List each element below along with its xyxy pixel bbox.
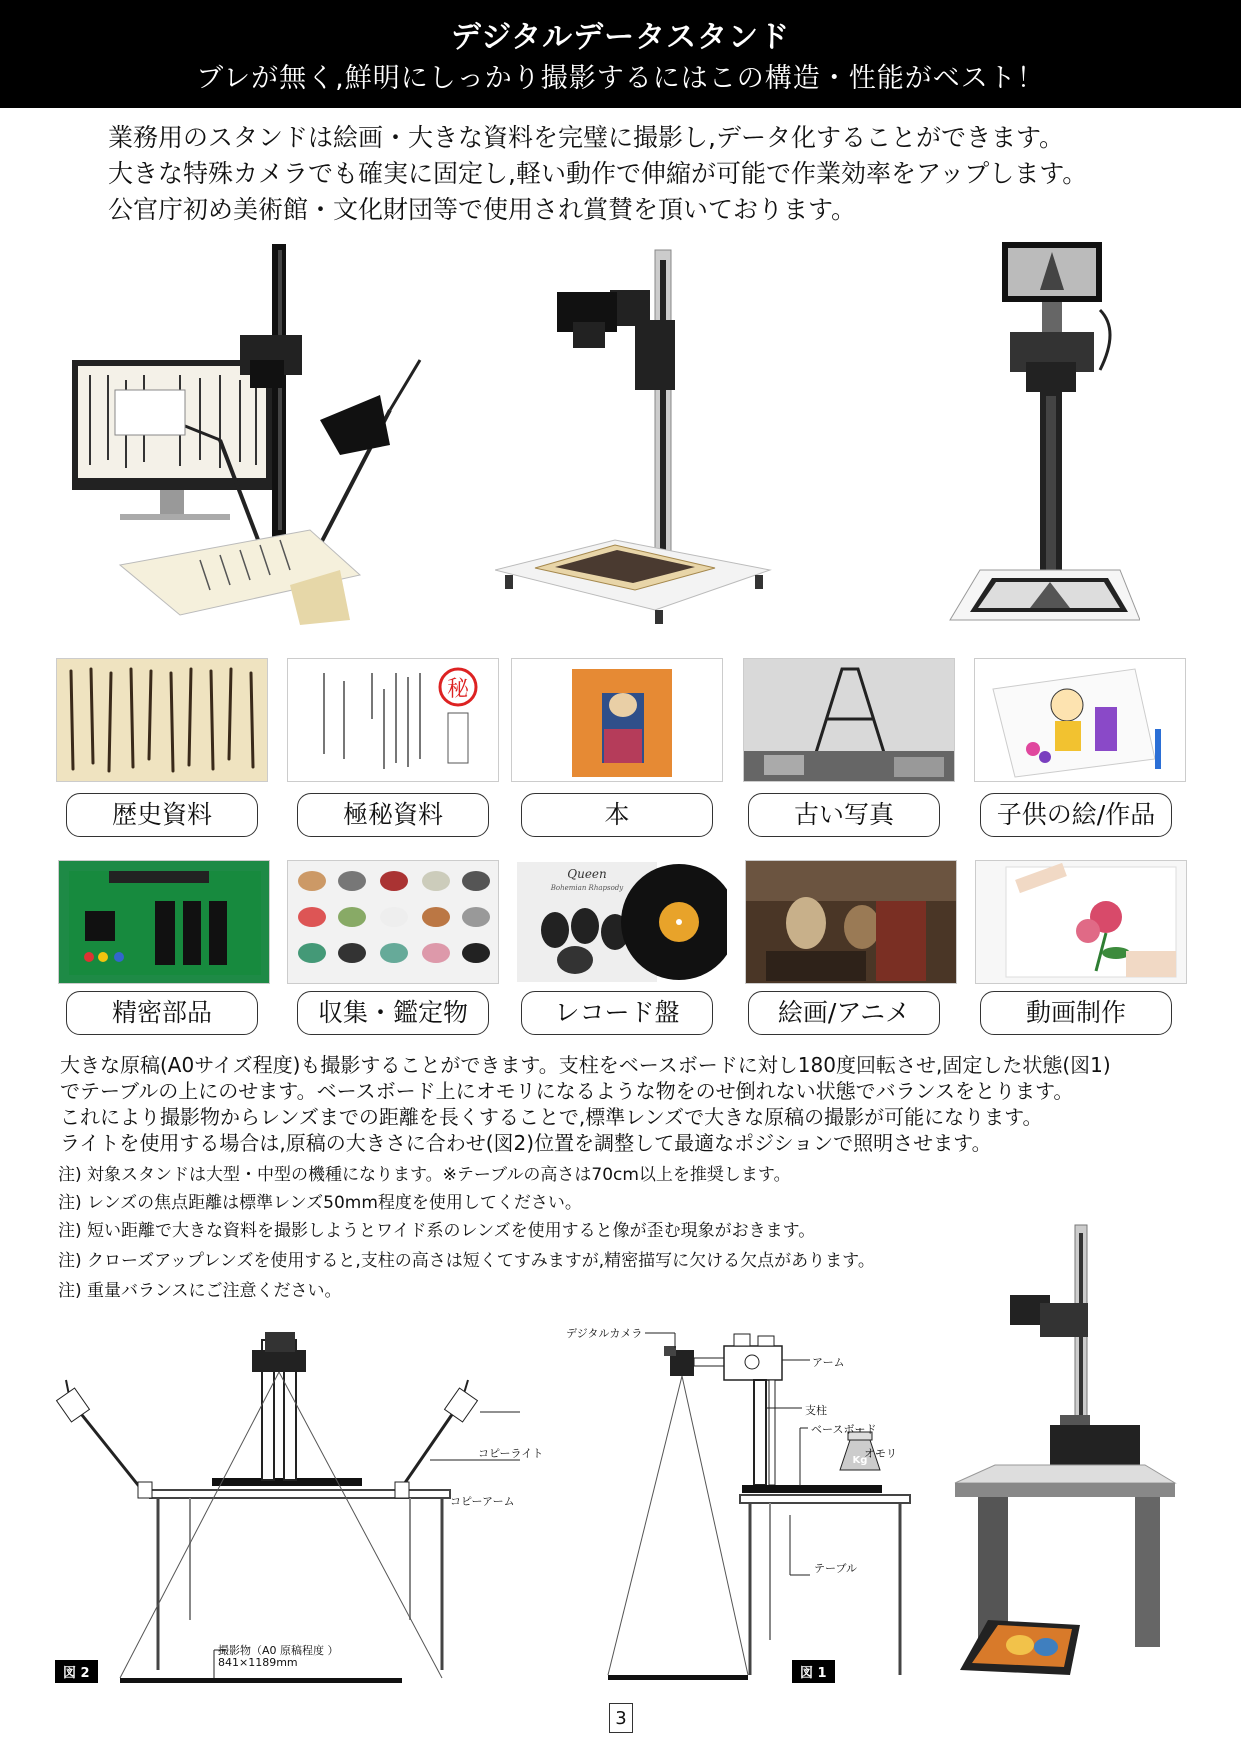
- category-label-book: 本: [521, 793, 713, 837]
- note-2: 注) レンズの焦点距離は標準レンズ50mm程度を使用してください。: [58, 1193, 582, 1213]
- category-image-old-photo: [743, 658, 955, 782]
- category-label-historical-documents: 歴史資料: [66, 793, 258, 837]
- category-label-precision-parts: 精密部品: [66, 991, 258, 1035]
- fig2-label-copy-arm: コピーアーム: [450, 1495, 515, 1508]
- page-number: 3: [609, 1703, 633, 1733]
- body-line-2: でテーブルの上にのせます。ベースボード上にオモリになるような物をのせ倒れない状態でバランスをとります。: [60, 1079, 1074, 1103]
- category-image-historical-documents: [56, 658, 268, 782]
- product-photo-stand-with-painting: [495, 240, 775, 640]
- note-1: 注) 対象スタンドは大型・中型の機種になります。※テーブルの高さは70cm以上を推奨します。: [58, 1165, 791, 1185]
- page-header: [0, 0, 1241, 108]
- intro-line-3: 公官庁初め美術館・文化財団等で使用され賞賛を頂いております。: [108, 195, 857, 224]
- category-image-book: [511, 658, 723, 782]
- product-photo-stand-with-monitor: [60, 240, 450, 635]
- page-subtitle: ブレが無く,鮮明にしっかり撮影するにはこの構造・性能がベスト！: [196, 63, 1045, 94]
- fig2-label-subject-size: 841×1189mm: [218, 1656, 298, 1669]
- category-image-childrens-art: [974, 658, 1186, 782]
- category-image-secret-documents: [287, 658, 499, 782]
- fig1-label-weight: オモリ: [864, 1447, 897, 1460]
- body-line-4: ライトを使用する場合は,原稿の大きさに合わせ(図2)位置を調整して最適なポジションで照明させます。: [60, 1131, 992, 1155]
- category-image-record: [515, 860, 727, 984]
- category-label-collectibles: 収集・鑑定物: [297, 991, 489, 1035]
- fig1-label-camera: デジタルカメラ: [566, 1327, 643, 1340]
- category-label-secret-documents: 極秘資料: [297, 793, 489, 837]
- category-label-record: レコード盤: [521, 991, 713, 1035]
- note-5: 注) 重量バランスにご注意ください。: [58, 1281, 342, 1301]
- fig1-label-arm: アーム: [812, 1356, 845, 1369]
- album-title-text: Queen: [567, 867, 607, 881]
- fig1-label-column: 支柱: [805, 1404, 827, 1417]
- figure-1-tag: 図 1: [792, 1660, 835, 1683]
- secret-stamp-text: 秘: [446, 677, 470, 702]
- page-title: デジタルデータスタンド: [450, 20, 791, 55]
- fig2-label-copy-light: コピーライト: [478, 1447, 544, 1460]
- figure-1-diagram: [570, 1320, 930, 1690]
- note-3: 注) 短い距離で大きな資料を撮影しようとワイド系のレンズを使用すると像が歪む現象がおきます。: [58, 1221, 816, 1241]
- figure-2-tag: 図 2: [55, 1660, 98, 1683]
- category-image-precision-parts: [58, 860, 270, 984]
- fig2-label-subject: 撮影物（A0 原稿程度 ）: [218, 1644, 339, 1657]
- category-image-collectibles: [287, 860, 499, 984]
- category-image-painting: [745, 860, 957, 984]
- product-photo-stand-with-top-monitor: [940, 240, 1140, 640]
- fig1-label-baseboard: ベースボード: [811, 1423, 877, 1436]
- fig1-label-table: テーブル: [814, 1562, 858, 1575]
- category-label-painting-anime: 絵画/アニメ: [748, 991, 940, 1035]
- product-photo-stand-on-table: [950, 1215, 1190, 1675]
- category-label-video-production: 動画制作: [980, 991, 1172, 1035]
- album-subtitle-text: Bohemian Rhapsody: [550, 884, 624, 892]
- intro-line-2: 大きな特殊カメラでも確実に固定し,軽い動作で伸縮が可能で作業効率をアップします。: [108, 159, 1088, 188]
- note-4: 注) クローズアップレンズを使用すると,支柱の高さは短くてすみますが,精密描写に欠ける欠点があります。: [58, 1251, 875, 1271]
- body-line-3: これにより撮影物からレンズまでの距離を長くすることで,標準レンズで大きな原稿の撮影が可能になります。: [60, 1105, 1043, 1129]
- body-line-1: 大きな原稿(A0サイズ程度)も撮影することができます。支柱をベースボードに対し180度回転させ,固定した状態(図1): [60, 1053, 1111, 1077]
- category-label-childrens-art: 子供の絵/作品: [980, 793, 1172, 837]
- weight-kg-text: Kg: [852, 1455, 868, 1466]
- category-image-video-production: [975, 860, 1187, 984]
- intro-line-1: 業務用のスタンドは絵画・大きな資料を完璧に撮影し,データ化することができます。: [108, 123, 1064, 152]
- category-label-old-photo: 古い写真: [748, 793, 940, 837]
